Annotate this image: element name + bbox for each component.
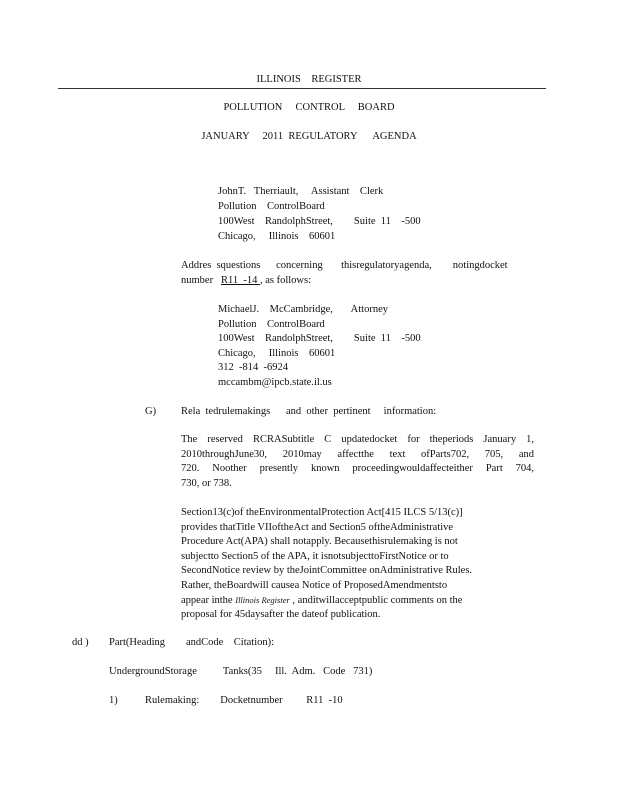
rcra-line-2: 2010throughJune30, 2010may affectthe text ofParts702, 705, and [181,448,534,460]
attorney-street: 100West RandolphStreet, Suite 11 -500 [218,333,421,344]
header-divider [58,88,546,89]
attorney-city: Chicago, Illinois 60601 [218,348,336,359]
attorney-name: MichaelJ. McCambridge, Attorney [218,304,389,315]
apa-line-8: proposal for 45daysafter the dateof publication. [181,608,381,620]
agenda-title: JANUARY 2011 REGULATORY AGENDA [201,131,417,142]
section-dd-heading: Part(Heading andCode Citation): [109,637,275,648]
clerk-street: 100West RandolphStreet, Suite 11 -500 [218,216,421,227]
item-1-label: 1) [109,695,118,706]
section-g-heading: Rela tedrulemakings and other pertinent information: [181,406,437,417]
questions-line-2 [181,274,311,289]
apa-line-2: provides thatTitle VIIoftheAct and Section5 oftheAdministrative [181,521,454,533]
apa-line-1: Section13(c)of theEnvironmentalProtection Act[415 ILCS 5/13(c)] [181,507,463,518]
apa-line-5: SecondNotice review by theJointCommittee onAdministrative Rules. [181,565,473,576]
docket-number: R11 -14 [220,275,260,286]
questions-line-1: Addres squestions concerning thisregulatoryagenda, notingdocket [181,260,508,271]
board-title: POLLUTION CONTROL BOARD [223,102,395,113]
illinois-register-italic: Illinois Register [235,595,290,605]
apa-line-6: Rather, theBoardwill causea Notice of ProposedAmendmentsto [181,579,448,591]
clerk-city: Chicago, Illinois 60601 [218,231,336,242]
register-title: ILLINOIS REGISTER [256,74,362,85]
section-dd-label: dd ) [72,637,89,648]
rcra-line-3: 720. Noother presently known proceedingwouldaffecteither Part 704, [181,463,534,474]
apa-line-3: Procedure Act(APA) shall notapply. Becausethisrulemaking is not [181,536,458,547]
rulemaking-docket: Rulemaking: Docketnumber R11 -10 [145,695,343,706]
attorney-phone: 312 -814 -6924 [218,362,288,373]
apa-line-7 [181,593,519,608]
attorney-org: Pollution ControlBoard [218,319,325,330]
apa-line-7-post: , anditwillacceptpublic comments on the [289,595,463,606]
apa-line-7-pre: appear inthe [181,595,236,606]
apa-line-4: subjectto Section5 of the APA, it isnotsubjecttoFirstNotice or to [181,550,449,562]
rcra-line-4: 730, or 738. [181,477,232,489]
section-g-label: G) [145,406,157,417]
code-citation: UndergroundStorage Tanks(35 Ill. Adm. Code 731) [109,666,373,677]
clerk-org: Pollution ControlBoard [218,201,325,212]
rcra-paragraph [181,433,534,491]
attorney-email: mccambm@ipcb.state.il.us [218,377,332,388]
questions-number-label: number [181,275,221,286]
questions-suffix: , as follows: [259,275,311,286]
clerk-name: JohnT. Therriault, Assistant Clerk [218,186,384,197]
apa-paragraph [181,506,519,622]
rcra-line-1: The reserved RCRASubtitle C updatedocket for theperiods January 1, [181,434,534,445]
